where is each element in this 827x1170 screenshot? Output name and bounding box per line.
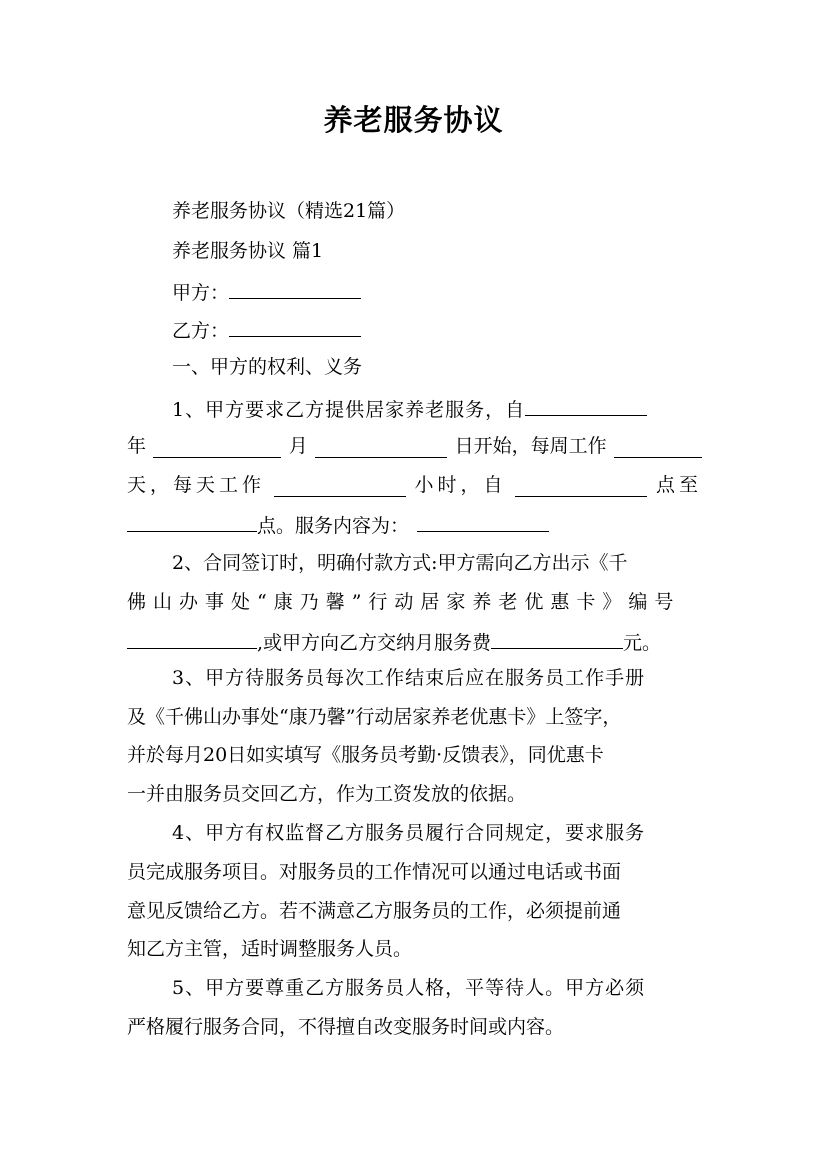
clause1-hours-label: 小时，自 [414, 474, 507, 496]
section1-heading: 一、甲方的权利、义务 [172, 356, 363, 378]
start-day-blank [315, 438, 447, 458]
clause1-month-label: 月 [288, 435, 308, 457]
clause3-line3: 并於每月20日如实填写《服务员考勤·反馈表》，同优惠卡 [127, 744, 604, 766]
party-a-line [172, 279, 361, 305]
clause2-yuan-label: 元。 [623, 632, 662, 654]
hours-per-day-blank [274, 477, 406, 497]
clause1-text1: 1、甲方要求乙方提供居家养老服务，自 [172, 399, 526, 421]
clause4-line3: 意见反馈给乙方。若不满意乙方服务员的工作，必须提前通 [127, 900, 622, 922]
clause1-content-label: 点。服务内容为： [257, 515, 410, 537]
start-month-blank [153, 438, 281, 458]
collection-title: 养老服务协议（精选21篇） [172, 200, 406, 222]
clause1-day-label: 日开始，每周工作 [454, 435, 607, 457]
clause2-line3 [127, 629, 661, 655]
clause2-line1: 2、合同签订时，明确付款方式:甲方需向乙方出示《千 [172, 552, 628, 574]
clause1-line3 [127, 473, 702, 497]
end-hour-blank [127, 512, 257, 532]
monthly-fee-blank [491, 629, 623, 649]
clause1-line1 [172, 396, 647, 422]
clause4-line2: 员完成服务项目。对服务员的工作情况可以通过电话或书面 [127, 861, 622, 883]
clause3-line4: 一并由服务员交回乙方，作为工资发放的依据。 [127, 783, 527, 805]
clause4-line1: 4、甲方有权监督乙方服务员履行合同规定，要求服务 [172, 822, 646, 844]
party-a-label: 甲方： [172, 282, 230, 304]
party-b-label: 乙方： [172, 320, 230, 342]
clause3-line1: 3、甲方待服务员每次工作结束后应在服务员工作手册 [172, 667, 646, 689]
clause1-line2 [127, 434, 702, 458]
start-hour-blank [515, 477, 647, 497]
party-b-blank [229, 317, 361, 337]
article-title: 养老服务协议 篇1 [172, 240, 324, 262]
clause1-line4 [127, 512, 549, 538]
party-a-blank [229, 279, 361, 299]
clause5-line2: 严格履行服务合同，不得擅自改变服务时间或内容。 [127, 1016, 565, 1038]
clause2-line2: 佛山办事处“康乃馨”行动居家养老优惠卡》编号 [127, 591, 681, 613]
clause1-until-label: 点至 [655, 474, 702, 496]
days-per-week-blank [614, 438, 702, 458]
party-b-line [172, 317, 361, 343]
clause5-line1: 5、甲方要尊重乙方服务员人格，平等待人。甲方必须 [172, 977, 646, 999]
service-content-blank [417, 512, 549, 532]
clause1-year-label: 年 [127, 435, 147, 457]
document-title: 养老服务协议 [323, 103, 504, 137]
start-year-blank [525, 396, 647, 416]
clause4-line4: 知乙方主管，适时调整服务人员。 [127, 938, 413, 960]
card-number-blank [127, 629, 257, 649]
clause2-fee-label: ,或甲方向乙方交纳月服务费 [257, 632, 492, 654]
clause1-days-label: 天，每天工作 [127, 474, 266, 496]
clause3-line2: 及《千佛山办事处“康乃馨”行动居家养老优惠卡》上签字， [127, 706, 622, 728]
